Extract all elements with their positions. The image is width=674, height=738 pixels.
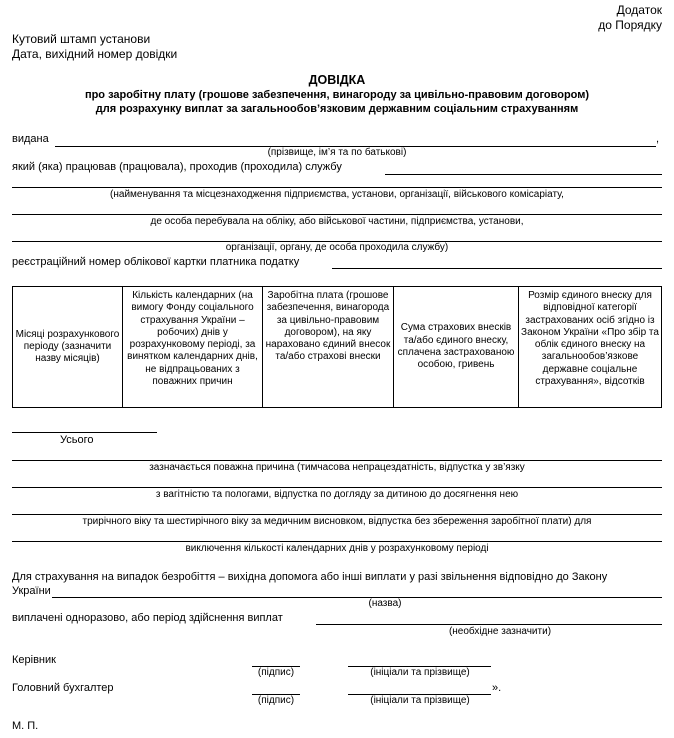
head-signature-hint: (підпис) xyxy=(257,667,295,678)
reason-hint-3: трирічного віку та шестирічного віку за медичним висновком, відпустка без збереження заробітної плати) для xyxy=(82,516,592,527)
col-days-header: Кількість календарних (на вимогу Фонду соціального страхування України – робочих) днів у розрахунковому періоді, за винятком календарних днів, не відпрацьованих з поважних причин xyxy=(123,287,263,408)
head-label: Керівник xyxy=(12,654,56,666)
total-label: Усього xyxy=(60,434,94,446)
org-hint-1: (найменування та місцезнаходження підприємства, установи, організації, військового комісаріату, xyxy=(110,189,564,200)
paid-hint: (необхідне зазначити) xyxy=(448,626,552,637)
reason-hint-1: зазначається поважна причина (тимчасова непрацездатність, відпустка у зв’язку xyxy=(149,462,525,473)
paid-label: виплачені одноразово, або період здійснення виплат xyxy=(12,612,283,624)
reason-line-3 xyxy=(12,514,662,515)
issued-comma: , xyxy=(656,133,660,145)
accountant-label: Головний бухгалтер xyxy=(12,682,114,694)
total-line xyxy=(12,432,157,433)
org-hint-2: де особа перебувала на обліку, або військової частини, підприємства, установи, xyxy=(150,216,524,227)
col-rate-header: Розмір єдиного внеску для відповідної категорії застрахованих осіб згідно із Законом України «Про збір та облік єдиного внеску на загальнообов’язкове державне соціальне страхування», відсотків xyxy=(519,287,662,408)
accountant-initials-hint: (ініціали та прізвище) xyxy=(370,695,470,706)
unemployment-text-2: України xyxy=(12,585,51,597)
col-contributions-header: Сума страхових внесків та/або єдиного внеску, сплачена застрахованою особою, гривень xyxy=(394,287,519,408)
stamp-label: Кутовий штамп установи xyxy=(12,32,151,46)
document-title: ДОВІДКА xyxy=(308,73,366,87)
org-line-1 xyxy=(12,187,662,188)
col-months-header: Місяці розрахункового періоду (зазначити назву місяців) xyxy=(13,287,123,408)
accountant-signature-hint: (підпис) xyxy=(257,695,295,706)
unemployment-name-hint: (назва) xyxy=(368,598,402,609)
reg-number-label: реєстраційний номер облікової картки платника податку xyxy=(12,256,300,268)
issued-label: видана xyxy=(12,133,49,145)
col-salary-header: Заробітна плата (грошове забезпечення, винагорода за цивільно-правовим договором), на яку нараховано єдиний внесок та/або страхові внески xyxy=(263,287,394,408)
document-subtitle-1: про заробітну плату (грошове забезпечення, винагороду за цивільно-правовим договором) xyxy=(84,89,590,101)
issued-hint: (прізвище, ім’я та по батькові) xyxy=(267,147,407,158)
reason-hint-4: виключення кількості календарних днів у розрахунковому періоді xyxy=(185,543,489,554)
appendix-line1: Додаток xyxy=(616,3,662,17)
closing-quote: ». xyxy=(492,682,502,694)
date-number-label: Дата, вихідний номер довідки xyxy=(12,47,178,61)
org-line-2 xyxy=(12,214,662,215)
seal-label: М. П. xyxy=(12,720,39,732)
appendix-line2: до Порядку xyxy=(598,18,662,32)
head-initials-hint: (ініціали та прізвище) xyxy=(370,667,470,678)
worked-label: який (яка) працював (працювала), проходив (проходила) службу xyxy=(12,161,342,173)
org-hint-3: організації, органу, де особа проходила службу) xyxy=(225,242,449,253)
reg-number-line xyxy=(332,268,662,269)
reason-line-4 xyxy=(12,541,662,542)
reason-line-2 xyxy=(12,487,662,488)
salary-table xyxy=(12,286,662,408)
document-subtitle-2: для розрахунку виплат за загальнообов’язковим державним соціальним страхуванням xyxy=(95,103,579,115)
reason-line-1 xyxy=(12,460,662,461)
worked-line xyxy=(385,174,662,175)
unemployment-text-1: Для страхування на випадок безробіття – вихідна допомога або інші виплати у разі звільнення відповідно до Закону xyxy=(12,571,608,583)
paid-line xyxy=(316,624,662,625)
reason-hint-2: з вагітністю та пологами, відпустка по догляду за дитиною до досягнення нею xyxy=(155,489,519,500)
